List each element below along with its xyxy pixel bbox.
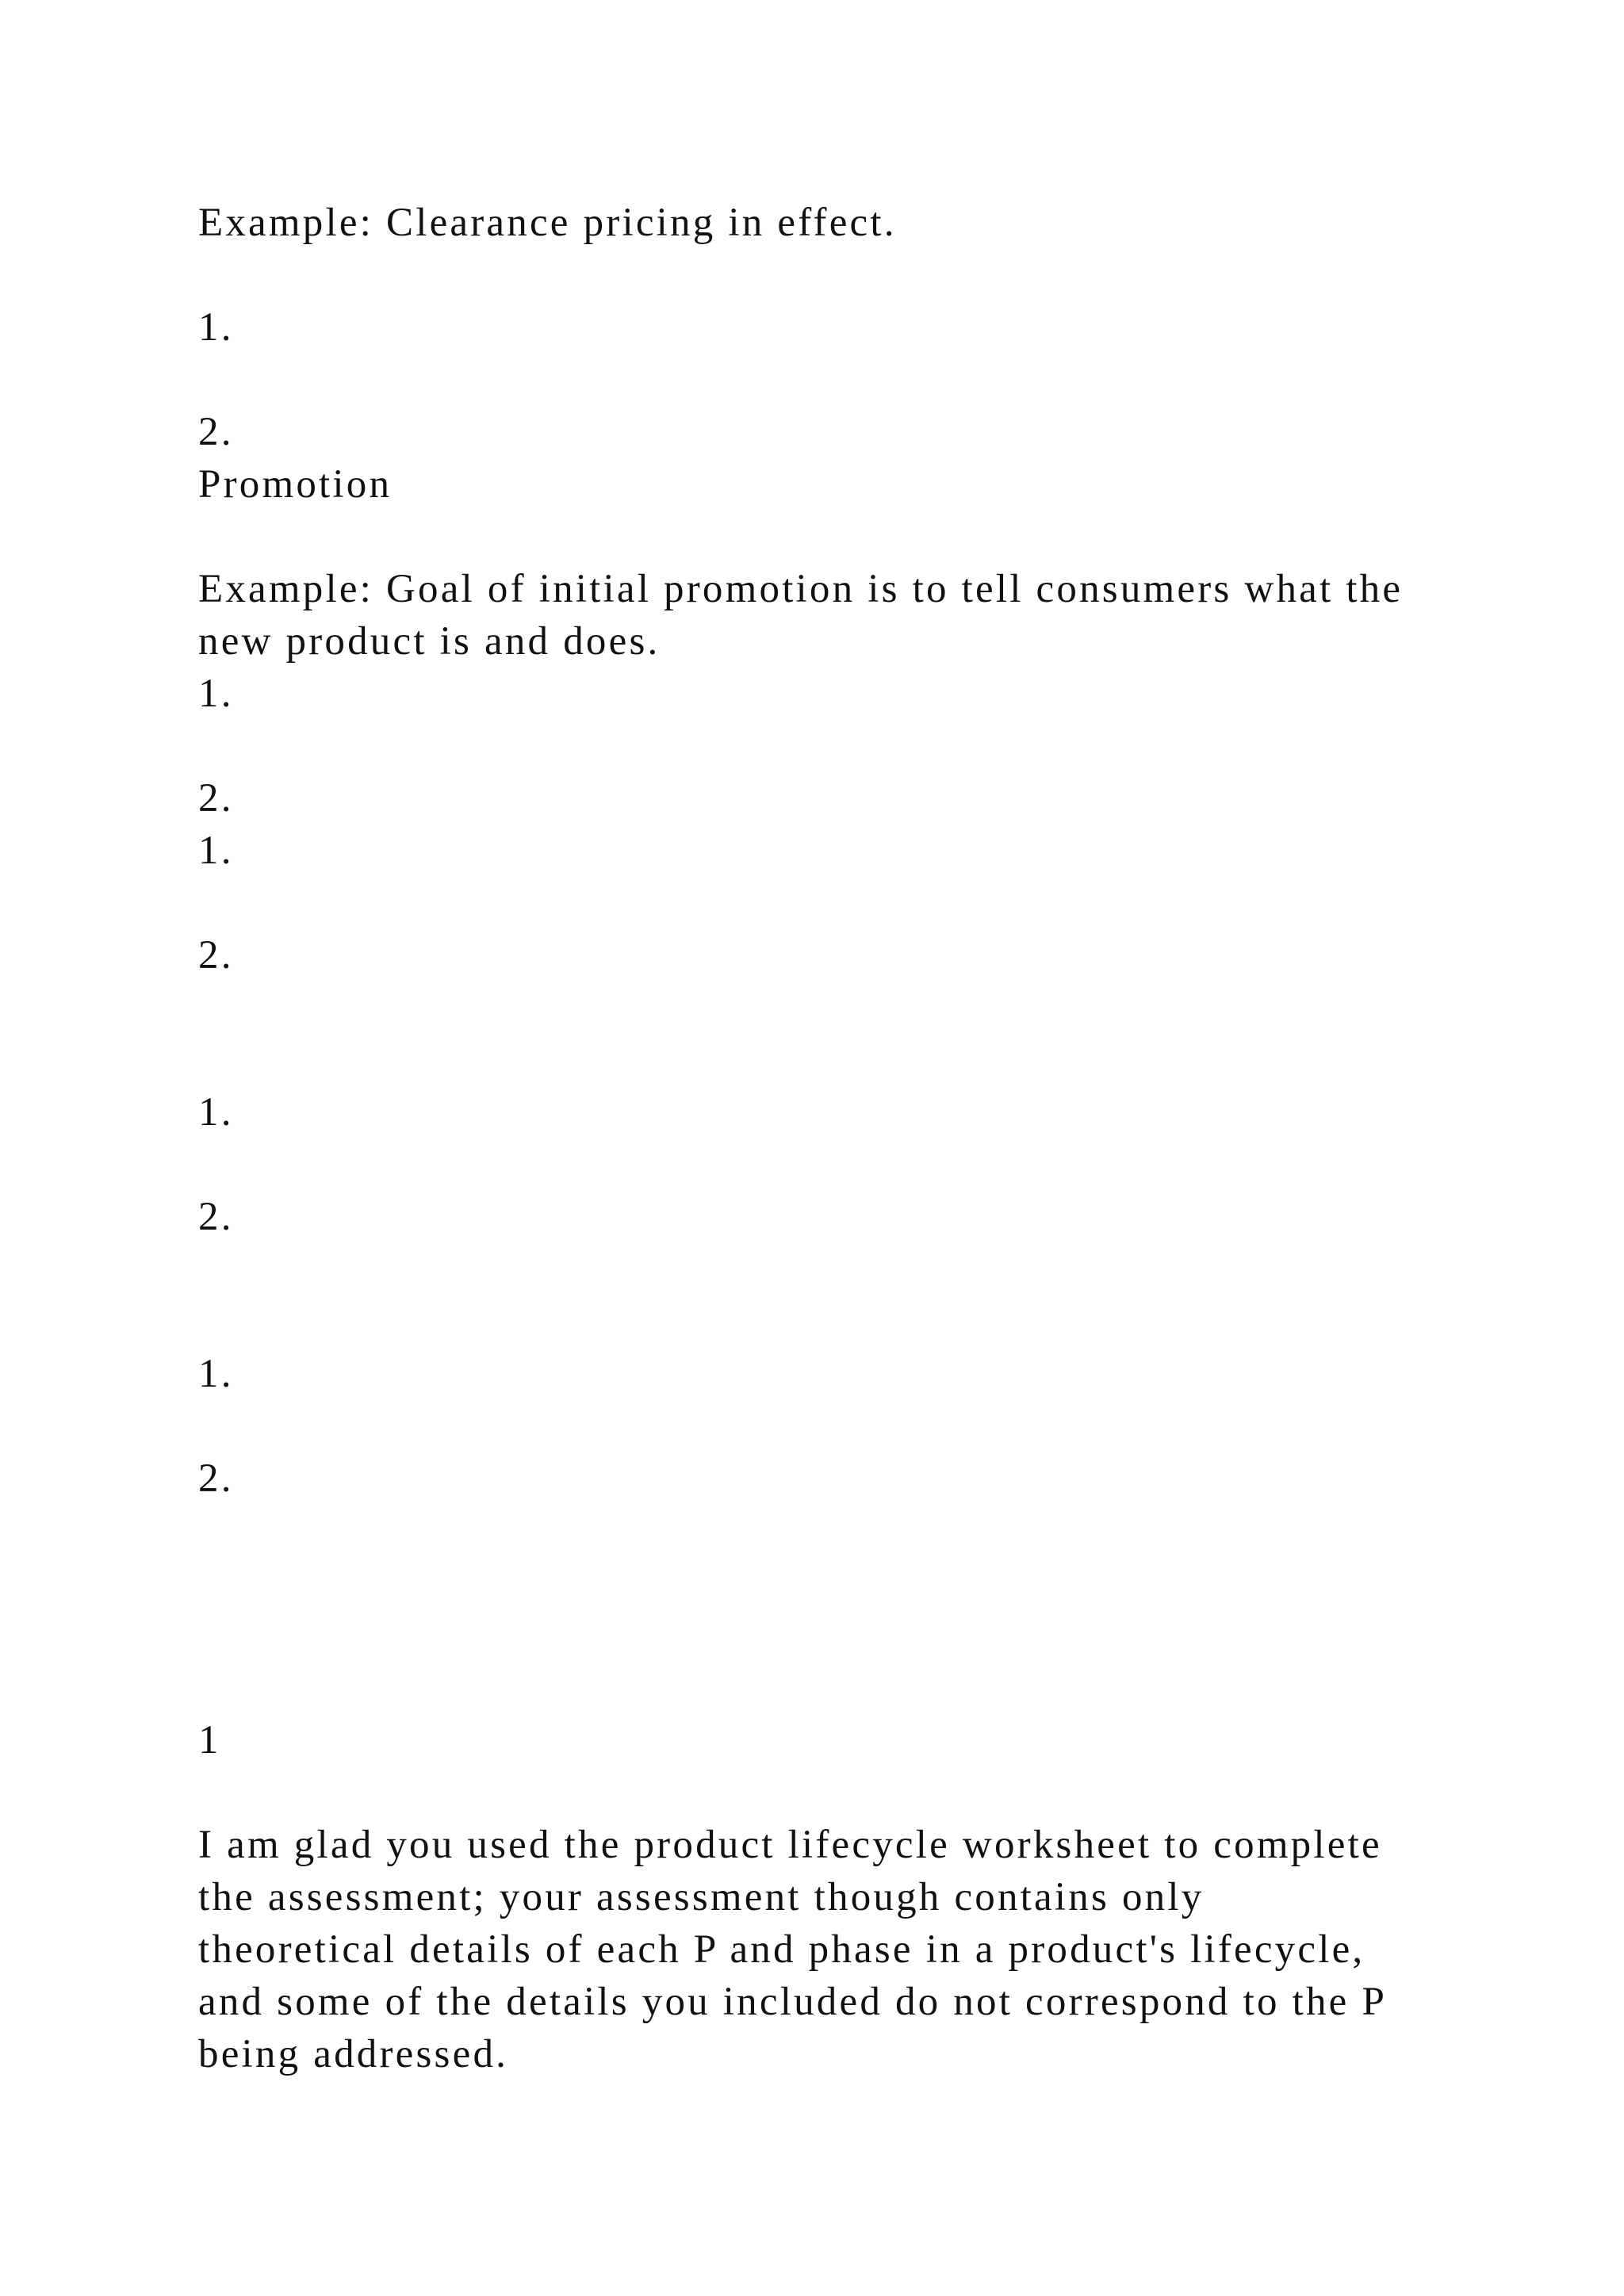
page-number: 1 bbox=[198, 1718, 221, 1762]
feedback-text: I am glad you used the product lifecycle worksheet to complete bbox=[198, 1823, 1382, 1867]
list-number: 2. bbox=[198, 410, 234, 454]
feedback-text: the assessment; your assessment though contains only bbox=[198, 1875, 1205, 1919]
feedback-text: theoretical details of each P and phase in a product's lifecycle, bbox=[198, 1927, 1365, 1972]
list-number: 2. bbox=[198, 1195, 234, 1239]
list-number: 1. bbox=[198, 1352, 234, 1396]
list-number: 2. bbox=[198, 1456, 234, 1501]
list-number: 1. bbox=[198, 828, 234, 873]
promotion-example-text: Example: Goal of initial promotion is to tell consumers what the bbox=[198, 567, 1404, 611]
list-number: 1. bbox=[198, 1090, 234, 1135]
list-number: 2. bbox=[198, 933, 234, 978]
list-number: 1. bbox=[198, 672, 234, 716]
pricing-example-text: Example: Clearance pricing in effect. bbox=[198, 201, 897, 245]
promotion-example-text: new product is and does. bbox=[198, 619, 661, 664]
feedback-text: and some of the details you included do not correspond to the P bbox=[198, 1980, 1388, 2024]
list-number: 1. bbox=[198, 305, 234, 350]
list-number: 2. bbox=[198, 776, 234, 821]
section-heading-promotion: Promotion bbox=[198, 462, 393, 507]
feedback-text: being addressed. bbox=[198, 2032, 509, 2076]
